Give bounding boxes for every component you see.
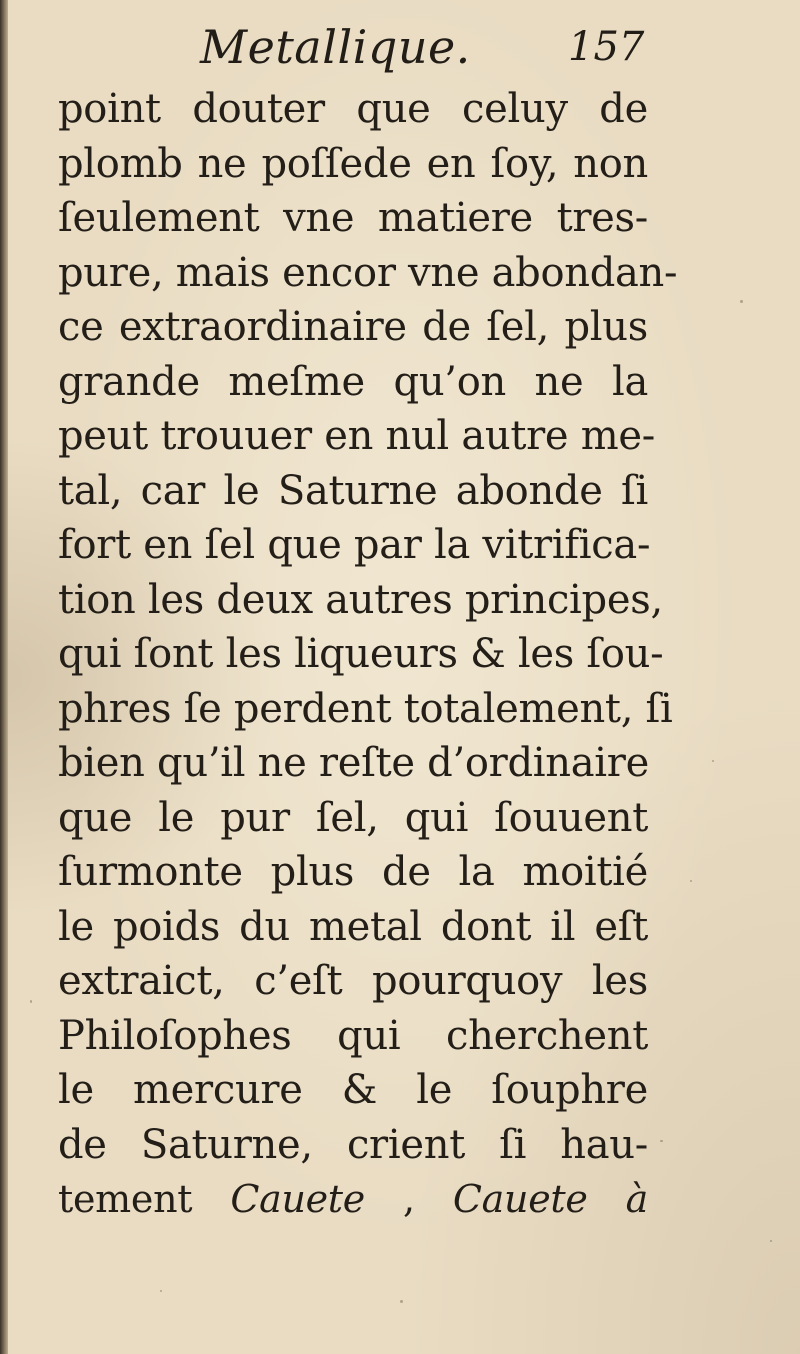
page-number: 157 xyxy=(568,24,645,70)
page-header xyxy=(0,14,800,84)
text-line: bien qu’il ne reſte d’ordinaire xyxy=(58,740,649,786)
text-line: tal, car le Saturne abonde ſi xyxy=(58,467,648,514)
text-line: ſeulement vne matiere tres- xyxy=(58,195,648,241)
last-line-tail: à xyxy=(625,1177,648,1221)
last-line-lead: tement xyxy=(58,1177,193,1221)
text-line: qui ſont les liqueurs & les ſou- xyxy=(58,631,664,677)
text-line: grande meſme qu’on ne la xyxy=(58,358,648,405)
text-line: tion les deux autres principes, xyxy=(58,576,663,623)
text-line: point douter que celuy de xyxy=(58,86,648,132)
text-line: ce extraordinaire de ſel, plus xyxy=(58,304,648,350)
running-title: Metallique. xyxy=(200,20,471,74)
text-line: le poids du metal dont il eſt xyxy=(58,903,648,950)
text-line: peut trouuer en nul autre me- xyxy=(58,413,655,459)
italic-word: Cauete xyxy=(452,1177,588,1221)
text-line: de Saturne, crient ſi hau- xyxy=(58,1121,648,1168)
text-line: Philoſophes qui cherchent xyxy=(58,1012,648,1059)
text-line: que le pur ſel, qui ſouuent xyxy=(58,794,648,841)
comma: , xyxy=(403,1177,415,1221)
last-text-line xyxy=(58,1172,648,1227)
text-line: fort en ſel que par la vitrifica- xyxy=(58,522,651,568)
text-line: plomb ne poſſede en ſoy, non xyxy=(58,140,648,187)
italic-word: Cauete xyxy=(230,1177,365,1221)
page-gutter xyxy=(0,0,8,1354)
body-text xyxy=(58,82,678,1227)
text-line: le mercure & le ſouphre xyxy=(58,1067,648,1113)
text-line: phres ſe perdent totalement, ſi xyxy=(58,685,673,732)
text-line: extraict, c’eſt pourquoy les xyxy=(58,958,648,1004)
text-line: pure, mais encor vne abondan- xyxy=(58,249,678,296)
text-line: ſurmonte plus de la moitié xyxy=(58,849,648,895)
